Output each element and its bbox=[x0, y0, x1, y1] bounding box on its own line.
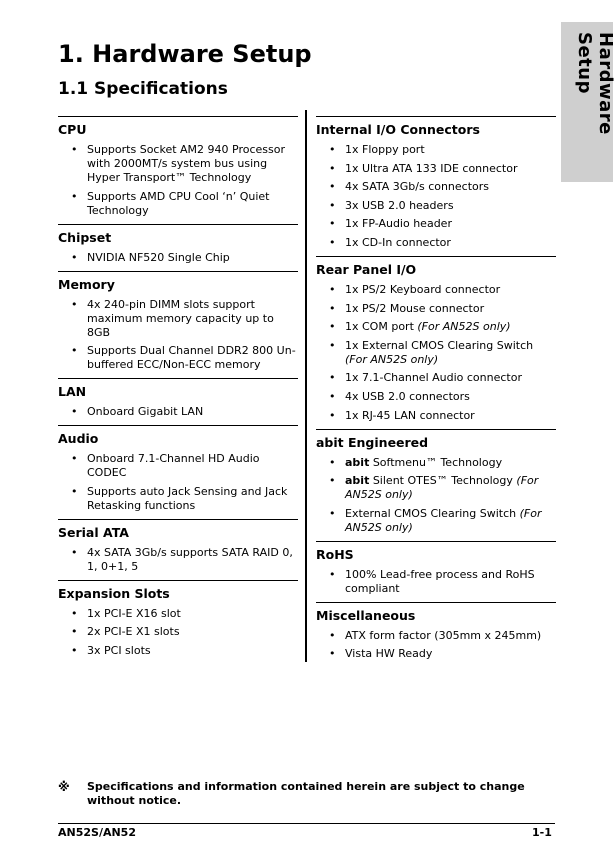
spec-item bbox=[58, 607, 298, 621]
spec-item-text: 3x PCI slots bbox=[87, 643, 151, 657]
spec-item bbox=[316, 199, 556, 213]
spec-item-text: 1x PS/2 Keyboard connector bbox=[345, 282, 501, 296]
footer-model: AN52S/AN52 bbox=[58, 826, 136, 839]
spec-item-text: Onboard 7.1-Channel HD Audio CODEC bbox=[87, 452, 260, 480]
bullet-icon: • bbox=[71, 189, 78, 203]
model-note: (For AN52S only) bbox=[417, 320, 511, 334]
specs-left-column bbox=[58, 116, 298, 664]
spec-item-text: Supports AMD CPU Cool ‘n’ Quiet Technology bbox=[87, 189, 270, 217]
bullet-icon: • bbox=[329, 474, 336, 488]
spec-item bbox=[58, 344, 298, 372]
section-heading: Serial ATA bbox=[58, 524, 129, 540]
spec-list bbox=[58, 452, 298, 513]
spec-item bbox=[316, 339, 556, 367]
spec-item bbox=[58, 485, 298, 513]
spec-item bbox=[316, 568, 556, 596]
section-rule bbox=[58, 519, 298, 520]
spec-section-abit-engineered bbox=[316, 429, 556, 535]
spec-list bbox=[316, 143, 556, 250]
section-heading: RoHS bbox=[316, 546, 354, 562]
section-rule bbox=[58, 224, 298, 225]
spec-section-internal-i-o-connectors bbox=[316, 116, 556, 250]
spec-item bbox=[316, 143, 556, 157]
section-rule bbox=[58, 116, 298, 117]
spec-item-text: 1x FP-Audio header bbox=[345, 217, 452, 231]
bullet-icon: • bbox=[329, 371, 336, 385]
spec-item-text: 2x PCI-E X1 slots bbox=[87, 625, 180, 639]
spec-item bbox=[58, 143, 298, 185]
spec-section-expansion-slots bbox=[58, 580, 298, 658]
spec-item bbox=[316, 456, 556, 470]
spec-item-text: Silent OTES™ Technology bbox=[372, 474, 513, 488]
spec-section-audio bbox=[58, 425, 298, 513]
bullet-icon: • bbox=[329, 180, 336, 194]
spec-item-text: 1x COM port bbox=[345, 320, 414, 334]
side-tab-label: Hardware Setup bbox=[574, 32, 616, 135]
section-heading: Rear Panel I/O bbox=[316, 261, 417, 277]
bullet-icon: • bbox=[71, 452, 78, 466]
bullet-icon: • bbox=[329, 235, 336, 249]
spec-item bbox=[316, 283, 556, 297]
spec-item bbox=[316, 629, 556, 643]
spec-item-text: 100% Lead-free process and RoHS compliant bbox=[345, 567, 535, 595]
section-rule bbox=[58, 425, 298, 426]
spec-item-text: 1x External CMOS Clearing Switch bbox=[345, 338, 534, 352]
spec-list bbox=[316, 568, 556, 596]
spec-item-text: Onboard Gigabit LAN bbox=[87, 405, 204, 419]
bullet-icon: • bbox=[71, 405, 78, 419]
bullet-icon: • bbox=[329, 143, 336, 156]
section-rule bbox=[58, 378, 298, 379]
spec-item-text: External CMOS Clearing Switch bbox=[345, 506, 517, 520]
section-heading: LAN bbox=[58, 384, 87, 400]
spec-section-memory bbox=[58, 271, 298, 373]
spec-item bbox=[316, 647, 556, 661]
spec-list bbox=[316, 283, 556, 423]
spec-item-text: 1x Ultra ATA 133 IDE connector bbox=[345, 161, 518, 175]
spec-item bbox=[316, 236, 556, 250]
section-rule bbox=[58, 271, 298, 272]
spec-list bbox=[58, 546, 298, 574]
bullet-icon: • bbox=[71, 606, 78, 620]
model-note: (For AN52S only) bbox=[345, 506, 542, 534]
spec-item-text: 1x 7.1-Channel Audio connector bbox=[345, 371, 522, 385]
model-note: (For AN52S only) bbox=[345, 474, 539, 502]
spec-item bbox=[316, 507, 556, 535]
model-note: (For AN52S only) bbox=[345, 352, 439, 366]
spec-item bbox=[316, 409, 556, 423]
spec-section-rear-panel-i-o bbox=[316, 256, 556, 423]
spec-section-chipset bbox=[58, 224, 298, 265]
spec-list bbox=[316, 629, 556, 662]
spec-item bbox=[316, 162, 556, 176]
section-heading: Chipset bbox=[58, 229, 112, 245]
spec-item bbox=[58, 405, 298, 419]
bullet-icon: • bbox=[71, 545, 78, 559]
spec-item bbox=[58, 625, 298, 639]
brand-name: abit bbox=[345, 474, 370, 488]
section-heading: Miscellaneous bbox=[316, 607, 416, 623]
section-heading: Internal I/O Connectors bbox=[316, 122, 480, 137]
spec-section-miscellaneous bbox=[316, 602, 556, 662]
spec-list bbox=[58, 251, 298, 265]
spec-item-text: 1x PS/2 Mouse connector bbox=[345, 301, 485, 315]
bullet-icon: • bbox=[71, 297, 78, 311]
bullet-icon: • bbox=[329, 567, 336, 581]
section-heading: Expansion Slots bbox=[58, 585, 170, 601]
spec-list bbox=[58, 607, 298, 658]
spec-item bbox=[316, 302, 556, 316]
spec-item-text: Supports auto Jack Sensing and Jack Retasking functions bbox=[87, 484, 288, 512]
section-rule bbox=[316, 602, 556, 603]
section-title: 1.1 Specifications bbox=[58, 79, 228, 99]
bullet-icon: • bbox=[71, 643, 78, 657]
bullet-icon: • bbox=[329, 161, 336, 175]
bullet-icon: • bbox=[329, 338, 336, 352]
spec-section-cpu bbox=[58, 116, 298, 218]
spec-item bbox=[316, 474, 556, 502]
spec-item bbox=[316, 371, 556, 385]
bullet-icon: • bbox=[71, 250, 78, 264]
bullet-icon: • bbox=[71, 625, 78, 639]
section-rule bbox=[316, 541, 556, 542]
chapter-side-tab bbox=[561, 22, 616, 182]
spec-item-text: 4x 240-pin DIMM slots support maximum memory capacity up to 8GB bbox=[87, 297, 274, 339]
spec-item bbox=[316, 390, 556, 404]
spec-list bbox=[58, 298, 298, 373]
spec-item-text: Supports Socket AM2 940 Processor with 2000MT/s system bus using Hyper Transport™ Technology bbox=[87, 143, 286, 184]
column-divider bbox=[305, 110, 307, 662]
spec-item bbox=[58, 644, 298, 658]
spec-item-text: Vista HW Ready bbox=[345, 647, 433, 661]
spec-item bbox=[58, 190, 298, 218]
bullet-icon: • bbox=[71, 143, 78, 156]
bullet-icon: • bbox=[329, 408, 336, 422]
spec-item-text: 1x CD-In connector bbox=[345, 235, 451, 249]
spec-item-text: 3x USB 2.0 headers bbox=[345, 198, 454, 212]
spec-item-text: 1x Floppy port bbox=[345, 143, 425, 156]
spec-section-serial-ata bbox=[58, 519, 298, 574]
spec-list bbox=[58, 143, 298, 218]
footer-divider bbox=[58, 823, 555, 824]
bullet-icon: • bbox=[329, 320, 336, 334]
spec-item-text: 4x SATA 3Gb/s connectors bbox=[345, 180, 490, 194]
chapter-title: 1. Hardware Setup bbox=[58, 40, 312, 68]
spec-list bbox=[58, 405, 298, 419]
bullet-icon: • bbox=[329, 301, 336, 315]
section-heading: Memory bbox=[58, 276, 115, 292]
bullet-icon: • bbox=[329, 506, 336, 520]
spec-item-text: 1x RJ-45 LAN connector bbox=[345, 408, 475, 422]
section-rule bbox=[58, 580, 298, 581]
spec-item-text: 4x USB 2.0 connectors bbox=[345, 389, 470, 403]
section-heading: Audio bbox=[58, 431, 99, 447]
spec-list bbox=[316, 456, 556, 535]
spec-item-text: 4x SATA 3Gb/s supports SATA RAID 0, 1, 0+1, 5 bbox=[87, 545, 293, 573]
spec-item bbox=[316, 180, 556, 194]
spec-item-text: NVIDIA NF520 Single Chip bbox=[87, 250, 230, 264]
section-heading: CPU bbox=[58, 122, 87, 137]
bullet-icon: • bbox=[71, 344, 78, 358]
reference-mark-icon: ※ bbox=[58, 780, 70, 794]
bullet-icon: • bbox=[329, 628, 336, 642]
section-heading: abit Engineered bbox=[316, 434, 429, 450]
bullet-icon: • bbox=[329, 198, 336, 212]
spec-item bbox=[316, 217, 556, 231]
bullet-icon: • bbox=[71, 484, 78, 498]
section-rule bbox=[316, 256, 556, 257]
spec-item bbox=[58, 298, 298, 340]
spec-item-text: 1x PCI-E X16 slot bbox=[87, 606, 181, 620]
spec-section-lan bbox=[58, 378, 298, 419]
section-rule bbox=[316, 116, 556, 117]
spec-item bbox=[58, 546, 298, 574]
spec-item bbox=[316, 320, 556, 334]
bullet-icon: • bbox=[329, 389, 336, 403]
bullet-icon: • bbox=[329, 455, 336, 469]
bullet-icon: • bbox=[329, 217, 336, 231]
page-number: 1-1 bbox=[532, 826, 552, 839]
bullet-icon: • bbox=[329, 647, 336, 661]
footnote-text: Specifications and information contained herein are subject to change without notice. bbox=[87, 780, 525, 807]
spec-item-text: ATX form factor (305mm x 245mm) bbox=[345, 628, 542, 642]
spec-item bbox=[58, 251, 298, 265]
section-rule bbox=[316, 429, 556, 430]
spec-item bbox=[58, 452, 298, 480]
bullet-icon: • bbox=[329, 282, 336, 296]
spec-item-text: Softmenu™ Technology bbox=[372, 455, 503, 469]
spec-item-text: Supports Dual Channel DDR2 800 Un-buffered ECC/Non-ECC memory bbox=[87, 344, 296, 372]
spec-section-rohs bbox=[316, 541, 556, 596]
specs-right-column bbox=[316, 116, 556, 667]
brand-name: abit bbox=[345, 455, 370, 469]
